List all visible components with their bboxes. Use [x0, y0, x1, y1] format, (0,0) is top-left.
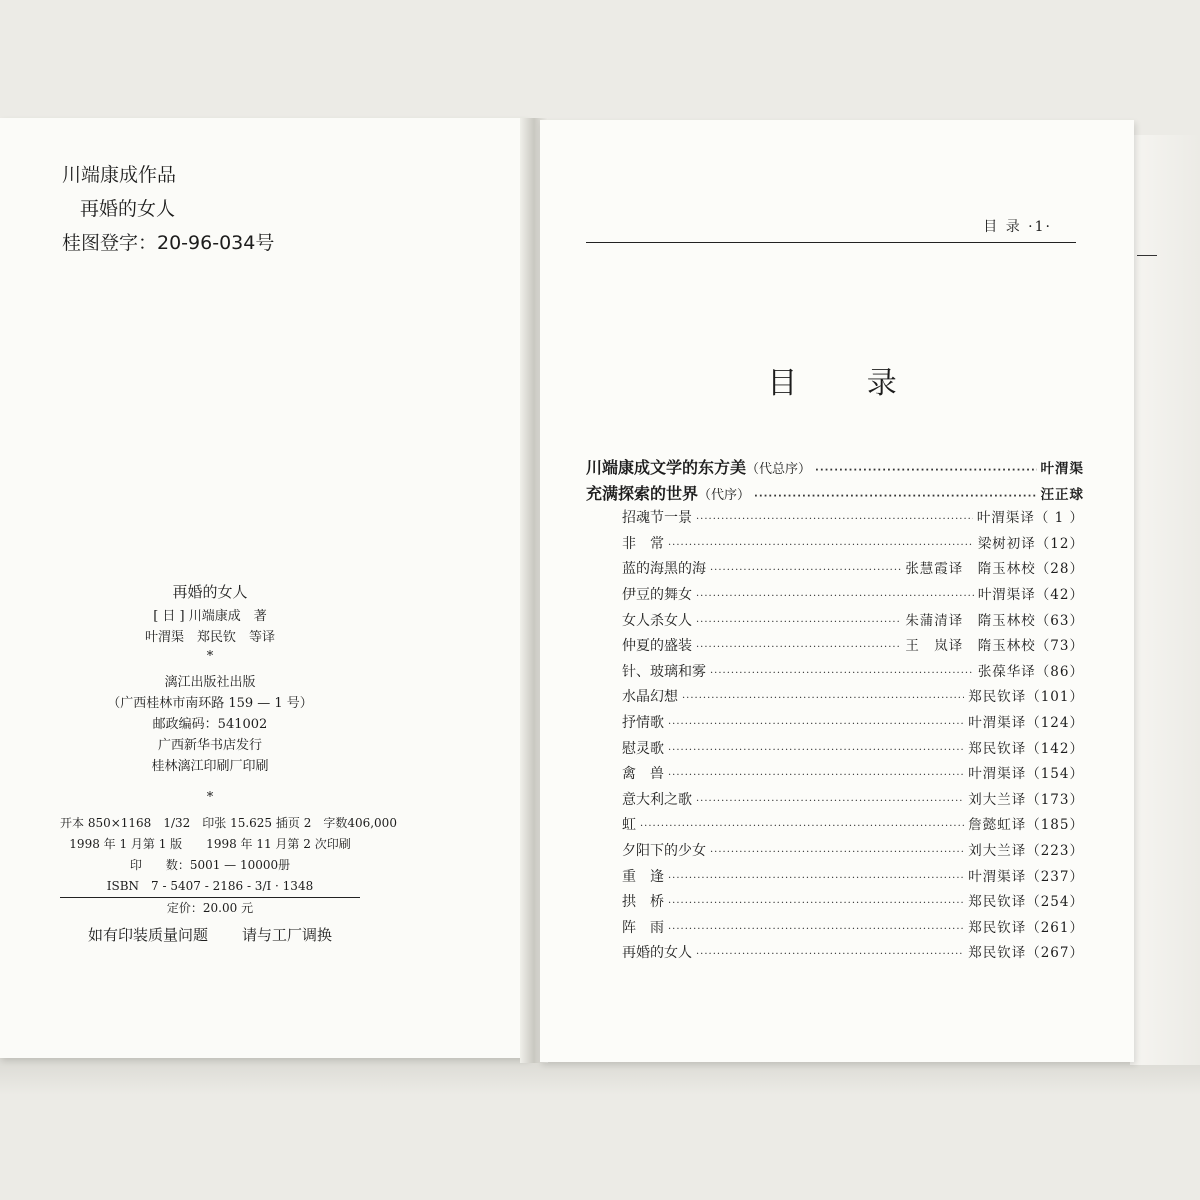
toc-leader-dots [754, 491, 1036, 502]
toc-entry [586, 813, 1084, 839]
toc-leader-dots [710, 565, 901, 576]
running-head-text: 目 录 ·1· [983, 219, 1052, 235]
toc-entry-title: 充满探索的世界 [586, 483, 699, 503]
toc-entry-credit: 郑民钦译（254） [968, 894, 1084, 911]
toc-entry [586, 583, 1084, 609]
imprint-distributor: 广西新华书店发行 [157, 738, 262, 753]
toc-entry-title: 招魂节一景 [622, 510, 692, 527]
quality-notice [60, 925, 360, 946]
imprint-author: [ 日 ] 川端康成 著 [153, 609, 267, 624]
toc-entry-title: 慰灵歌 [622, 740, 664, 757]
toc-entry-title: 虹 [622, 817, 636, 834]
toc-entry-title: 拱 桥 [622, 894, 664, 911]
toc-entry-title: 蓝的海黑的海 [622, 561, 706, 578]
toc-leader-dots [668, 719, 964, 730]
toc-leader-dots [668, 770, 964, 781]
toc-entry [586, 634, 1084, 660]
toc-entry-credit: 朱蒲清译 隋玉林校（63） [905, 612, 1084, 629]
toc-entry [586, 865, 1084, 891]
toc-leader-dots [668, 898, 964, 909]
imprint-isbn: ISBN 7 - 5407 - 2186 - 3/I · 1348 [60, 876, 360, 898]
toc-leader-dots [640, 821, 964, 832]
toc-entry-credit: 汪正球 [1040, 486, 1084, 503]
toc-entry-credit: 叶渭渠译（124） [968, 714, 1084, 731]
toc-leader-dots [696, 796, 964, 807]
copyright-header [62, 158, 274, 260]
separator-star: * [206, 649, 214, 664]
toc-entry [586, 506, 1084, 532]
toc-entry [586, 711, 1084, 737]
toc-entry [586, 762, 1084, 788]
toc-entry [586, 941, 1084, 967]
page-stack-edge [1130, 135, 1200, 1065]
toc-leader-dots [668, 745, 964, 756]
toc-entry-title: 再婚的女人 [622, 945, 692, 962]
toc-entry-title: 川端康成文学的东方美 [586, 458, 747, 477]
imprint-address: （广西桂林市南环路 159 — 1 号） [107, 696, 313, 711]
toc-leader-dots [682, 693, 964, 704]
edge-mark [1137, 255, 1157, 256]
toc-entry-title: 水晶幻想 [622, 689, 678, 706]
toc-entry [586, 890, 1084, 916]
running-head [586, 214, 1076, 243]
toc-entry-credit: 叶渭渠译（42） [977, 586, 1084, 603]
toc-leader-dots [668, 873, 964, 884]
registration-number: 桂图登字：20-96-034号 [62, 232, 275, 254]
toc-entry-credit: 叶渭渠译（154） [968, 766, 1084, 783]
toc-entry [586, 481, 1084, 507]
toc-leader-dots [710, 847, 964, 858]
toc-entry-title: 仲夏的盛装 [622, 638, 692, 655]
toc-entry-credit: 王 岚译 隋玉林校（73） [905, 638, 1084, 655]
toc-entry [586, 737, 1084, 763]
toc-entry-credit: 张葆华译（86） [977, 663, 1084, 680]
toc-entry-credit: 叶渭渠译（237） [968, 868, 1084, 885]
toc-leader-dots [696, 642, 901, 653]
toc-entry-credit: 梁树初译（12） [977, 535, 1084, 552]
imprint-publisher: 漓江出版社出版 [164, 675, 256, 690]
toc-entry-title: 意大利之歌 [622, 791, 692, 808]
imprint-specs: 开本 850×1168 1/32 印张 15.625 插页 2 字数406,000 [60, 816, 397, 830]
toc-entry [586, 660, 1084, 686]
toc-entry-title: 禽 兽 [622, 766, 664, 783]
toc-leader-dots [815, 465, 1036, 476]
toc-entry [586, 609, 1084, 635]
quality-notice-left: 如有印装质量问题 [87, 926, 208, 944]
toc-leader-dots [696, 949, 964, 960]
toc-leader-dots [710, 668, 974, 679]
toc-entry-title: 针、玻璃和雾 [622, 663, 706, 680]
toc-entry-credit: 郑民钦译（101） [968, 689, 1084, 706]
toc-leader-dots [668, 924, 964, 935]
toc-entry [586, 916, 1084, 942]
toc-entry-title: 伊豆的舞女 [622, 586, 692, 603]
imprint-price: 定价：20.00 元 [166, 901, 254, 915]
toc-entry [586, 685, 1084, 711]
imprint-print-run: 印 数：5001 — 10000册 [129, 858, 291, 872]
toc-entry [586, 532, 1084, 558]
imprint-title: 再婚的女人 [172, 583, 248, 601]
table-of-contents [586, 455, 1084, 967]
toc-entry-credit: 张慧霞译 隋玉林校（28） [905, 561, 1084, 578]
quality-notice-right: 请与工厂调换 [242, 926, 333, 944]
toc-entry-credit: 郑民钦译（261） [968, 919, 1084, 936]
toc-entry-title: 女人杀女人 [622, 612, 692, 629]
toc-leader-dots [696, 617, 901, 628]
imprint-printer: 桂林漓江印刷厂印刷 [151, 759, 269, 774]
toc-entry-credit: 叶渭渠译（ 1 ） [976, 510, 1084, 527]
toc-entry-credit: 叶渭渠 [1040, 461, 1084, 477]
toc-entry [586, 455, 1084, 481]
toc-entry-note: （代序） [698, 487, 751, 503]
toc-entry-credit: 刘大兰译（223） [968, 842, 1084, 859]
imprint-editions: 1998 年 1 月第 1 版 1998 年 11 月第 2 次印刷 [69, 837, 351, 851]
toc-entry-title: 夕阳下的少女 [622, 842, 706, 859]
toc-entry-credit: 刘大兰译（173） [968, 791, 1084, 808]
toc-entry-credit: 郑民钦译（142） [968, 740, 1084, 757]
toc-entry-title: 抒情歌 [622, 714, 664, 731]
toc-entry-credit: 詹懿虹译（185） [968, 817, 1084, 834]
toc-entry [586, 839, 1084, 865]
contents-title: 目 录 [767, 366, 903, 401]
toc-entry-note: （代总序） [746, 462, 812, 477]
book-title: 再婚的女人 [80, 198, 176, 220]
toc-entry [586, 557, 1084, 583]
toc-entry-title: 阵 雨 [622, 919, 664, 936]
series-name: 川端康成作品 [62, 164, 177, 186]
imprint-postcode: 邮政编码：541002 [152, 717, 268, 732]
toc-entry-credit: 郑民钦译（267） [968, 945, 1084, 962]
toc-leader-dots [696, 591, 974, 602]
toc-entry-title: 重 逢 [622, 868, 664, 885]
toc-leader-dots [668, 540, 974, 551]
toc-leader-dots [696, 514, 973, 525]
imprint-block [60, 580, 397, 946]
toc-entry-title: 非 常 [622, 535, 664, 552]
toc-entry [586, 788, 1084, 814]
separator-star: * [206, 790, 214, 805]
imprint-translators: 叶渭渠 郑民钦 等译 [144, 630, 275, 645]
